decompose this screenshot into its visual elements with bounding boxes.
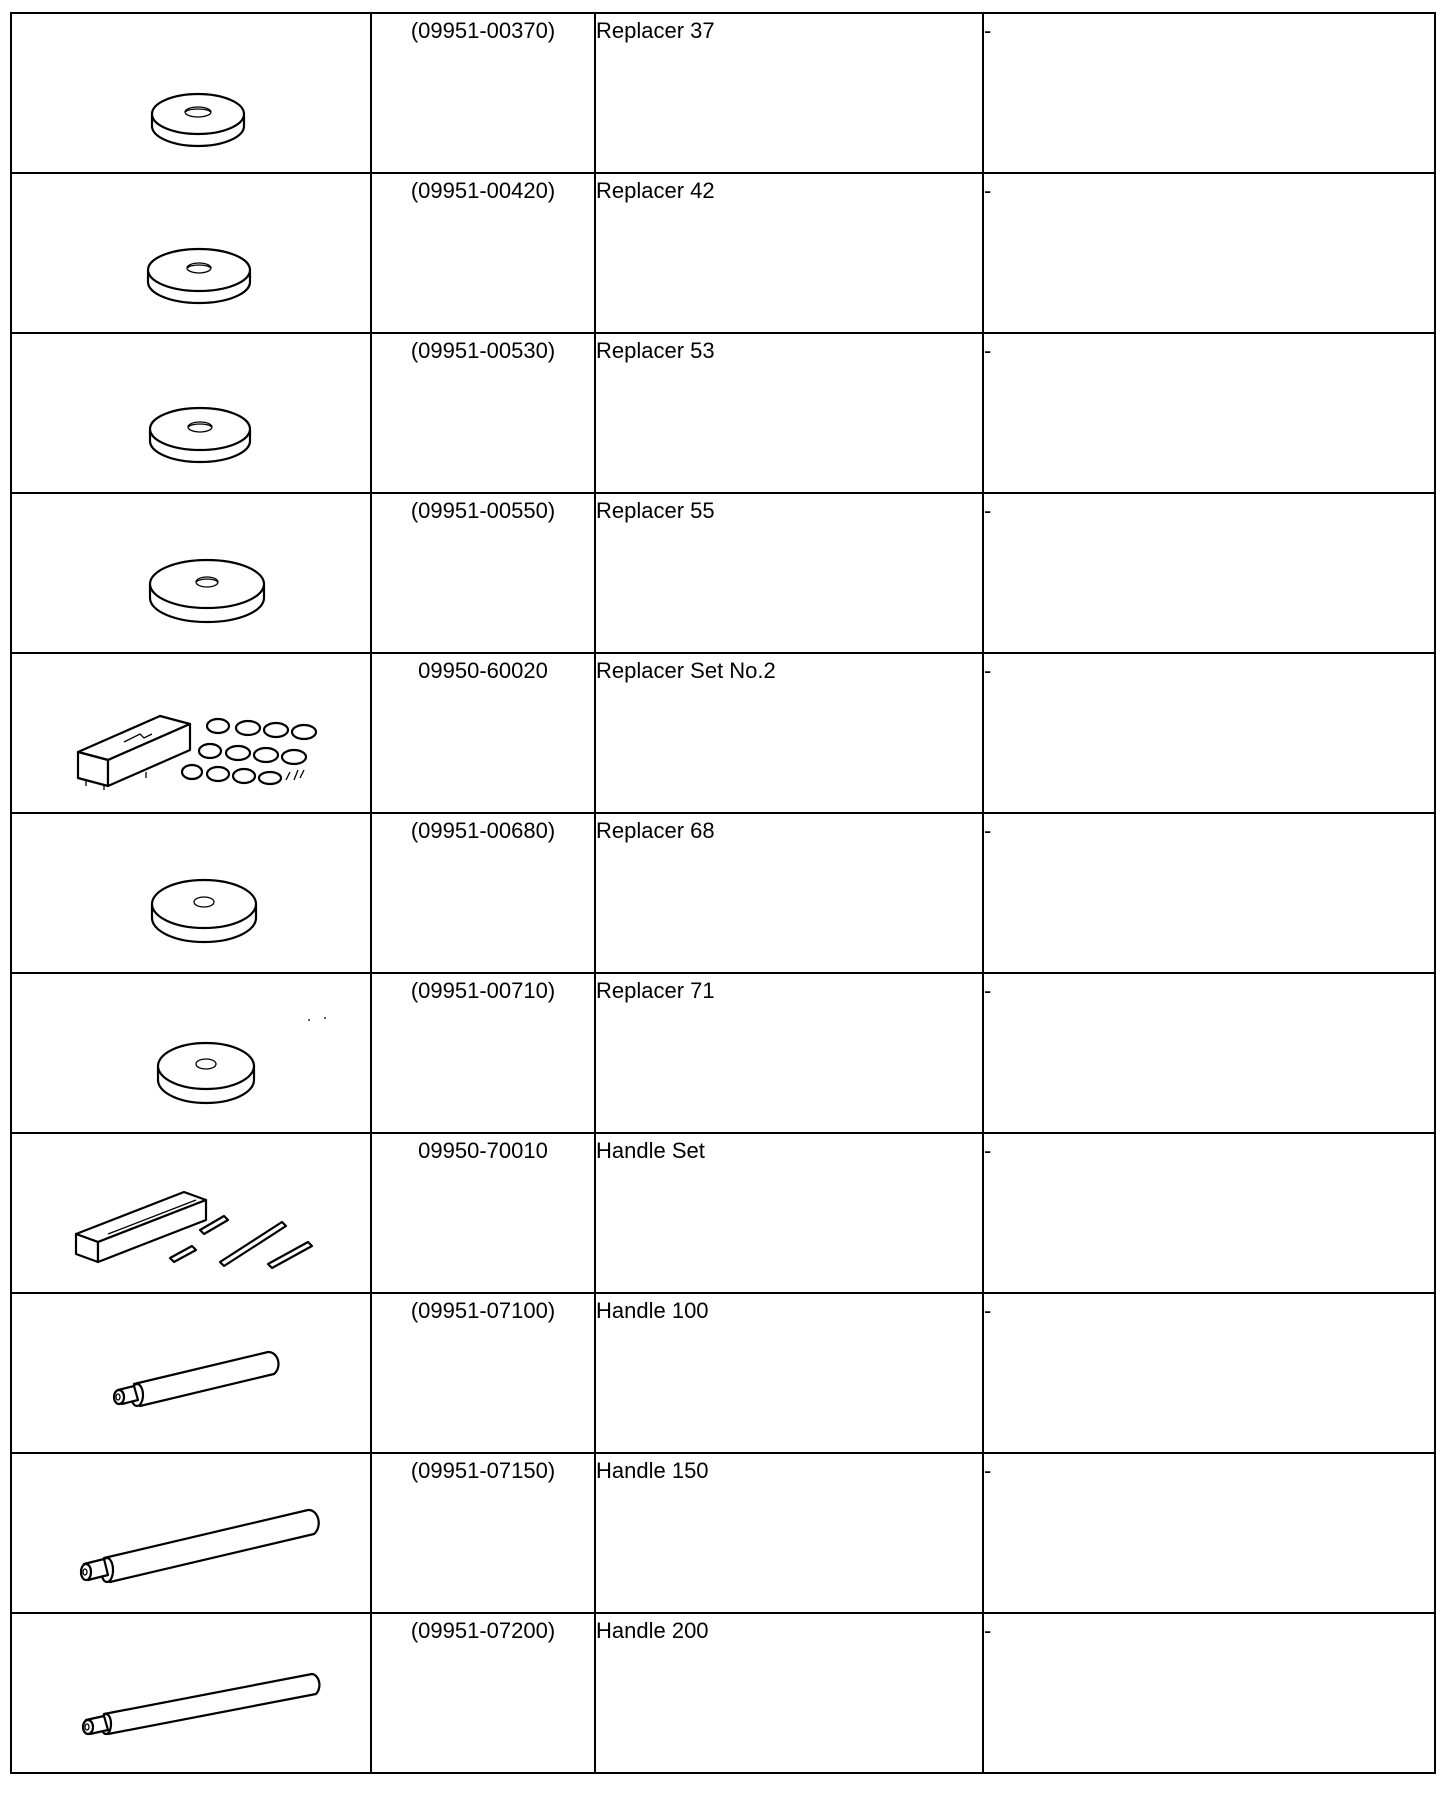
handle-icon xyxy=(12,1294,370,1452)
handle-icon xyxy=(12,1614,370,1772)
tool-illustration-cell xyxy=(11,493,371,653)
part-number: (09951-00550) xyxy=(410,498,556,523)
tool-name: Handle 200 xyxy=(596,1618,709,1643)
tool-illustration-cell xyxy=(11,1293,371,1453)
tool-name: Replacer 53 xyxy=(596,338,715,363)
remark: - xyxy=(984,18,992,43)
table-row xyxy=(11,1613,1435,1773)
part-number: (09951-00370) xyxy=(410,18,556,43)
part-number: (09951-00420) xyxy=(410,178,556,203)
replacer-set-icon xyxy=(12,654,370,812)
tool-name: Replacer 68 xyxy=(596,818,715,843)
table-row xyxy=(11,1133,1435,1293)
remark: - xyxy=(984,1138,992,1163)
tool-name: Handle 100 xyxy=(596,1298,709,1323)
table-row xyxy=(11,173,1435,333)
remark: - xyxy=(984,178,992,203)
remark: - xyxy=(984,1298,992,1323)
replacer-disc-icon xyxy=(12,494,370,652)
tool-name: Replacer 71 xyxy=(596,978,715,1003)
table-row xyxy=(11,333,1435,493)
tool-name: Replacer 37 xyxy=(596,18,715,43)
tool-illustration-cell xyxy=(11,973,371,1133)
tool-illustration-cell xyxy=(11,13,371,173)
table-row xyxy=(11,493,1435,653)
table-row xyxy=(11,813,1435,973)
part-number: (09951-00710) xyxy=(410,978,556,1003)
table-row xyxy=(11,13,1435,173)
remark: - xyxy=(984,978,992,1003)
handle-set-icon xyxy=(12,1134,370,1292)
tool-name: Replacer 55 xyxy=(596,498,715,523)
handle-icon xyxy=(12,1454,370,1612)
tool-name: Replacer 42 xyxy=(596,178,715,203)
tool-illustration-cell xyxy=(11,1133,371,1293)
remark: - xyxy=(984,1458,992,1483)
part-number: (09951-00530) xyxy=(410,338,556,363)
tool-illustration-cell xyxy=(11,173,371,333)
tool-name: Handle 150 xyxy=(596,1458,709,1483)
remark: - xyxy=(984,658,992,683)
replacer-disc-icon xyxy=(12,974,370,1132)
part-number: 09950-70010 xyxy=(418,1138,548,1163)
special-tools-table xyxy=(10,12,1436,1774)
remark: - xyxy=(984,338,992,363)
table-row xyxy=(11,653,1435,813)
remark: - xyxy=(984,498,992,523)
table-row xyxy=(11,1293,1435,1453)
tool-name: Replacer Set No.2 xyxy=(596,658,776,683)
tool-illustration-cell xyxy=(11,653,371,813)
replacer-disc-icon xyxy=(12,14,370,172)
replacer-disc-icon xyxy=(12,174,370,332)
part-number: (09951-07150) xyxy=(410,1458,556,1483)
replacer-disc-icon xyxy=(12,334,370,492)
remark: - xyxy=(984,1618,992,1643)
table-row xyxy=(11,1453,1435,1613)
tool-illustration-cell xyxy=(11,813,371,973)
part-number: (09951-07200) xyxy=(410,1618,556,1643)
part-number: (09951-00680) xyxy=(410,818,556,843)
part-number: 09950-60020 xyxy=(418,658,548,683)
tool-name: Handle Set xyxy=(596,1138,705,1163)
remark: - xyxy=(984,818,992,843)
table-row xyxy=(11,973,1435,1133)
replacer-disc-icon xyxy=(12,814,370,972)
tool-illustration-cell xyxy=(11,1613,371,1773)
tool-illustration-cell xyxy=(11,1453,371,1613)
part-number: (09951-07100) xyxy=(410,1298,556,1323)
tool-illustration-cell xyxy=(11,333,371,493)
